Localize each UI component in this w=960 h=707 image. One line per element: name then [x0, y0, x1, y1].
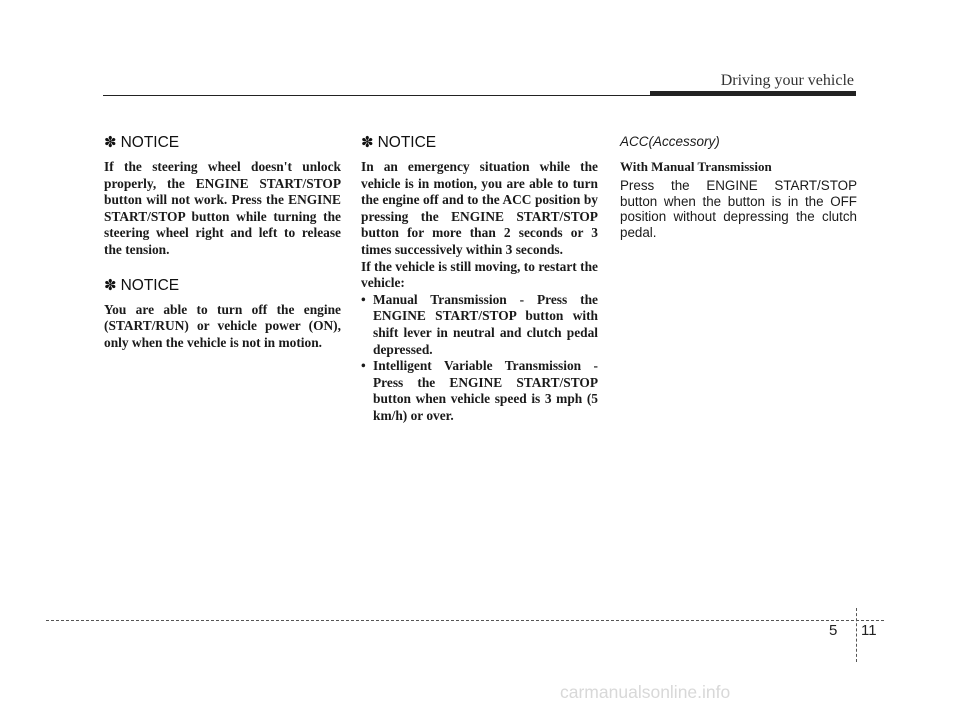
page-header-title: Driving your vehicle [720, 72, 854, 89]
column-middle [361, 134, 598, 425]
notice-body: If the steering wheel doesn't unlock properly, the ENGINE START/STOP button will not work. Press the ENGINE START/STOP button while turning the steering wheel right and left to release the tension. [104, 159, 341, 257]
notice-body-restart: If the vehicle is still moving, to restart the vehicle: [361, 258, 598, 291]
list-item: • Manual Transmission - Press the ENGINE START/STOP button with shift lever in neutral and clutch pedal depressed. [361, 291, 598, 357]
notice-body: You are able to turn off the engine (START/RUN) or vehicle power (ON), only when the vehicle is not in motion. [104, 301, 341, 350]
notice-title: NOTICE [377, 134, 437, 151]
section-subheading: With Manual Transmission [620, 159, 772, 174]
column-right [620, 134, 857, 240]
section-body: Press the ENGINE START/STOP button when the button is in the OFF position without depressing the clutch pedal. [620, 178, 857, 240]
chapter-number: 5 [829, 622, 838, 639]
page-number: 11 [861, 622, 877, 639]
section-heading: ACC(Accessory) [620, 134, 720, 149]
notice-heading [361, 134, 598, 152]
notice-title: NOTICE [120, 134, 180, 151]
notice-title: NOTICE [120, 276, 180, 294]
notice-star-icon: ✽ [104, 134, 117, 151]
notice-heading [104, 277, 341, 295]
header-rule-accent [650, 91, 856, 96]
footer-rule [46, 620, 884, 621]
restart-bullet-list [361, 292, 598, 425]
notice-star-icon: ✽ [361, 134, 374, 151]
notice-body: In an emergency situation while the vehicle is in motion, you are able to turn the engine off and to the ACC position by pressing the ENGINE START/STOP button for more than 2 seconds or 3 times successively within 3 seconds. [361, 159, 598, 257]
column-left [104, 134, 341, 351]
watermark: carmanualsonline.info [560, 682, 731, 702]
footer-divider [856, 608, 857, 662]
notice-star-icon: ✽ [104, 276, 117, 294]
list-item: • Intelligent Variable Transmission - Press the ENGINE START/STOP button when vehicle speed is 3 mph (5 km/h) or over. [361, 358, 598, 423]
notice-heading [104, 134, 341, 152]
